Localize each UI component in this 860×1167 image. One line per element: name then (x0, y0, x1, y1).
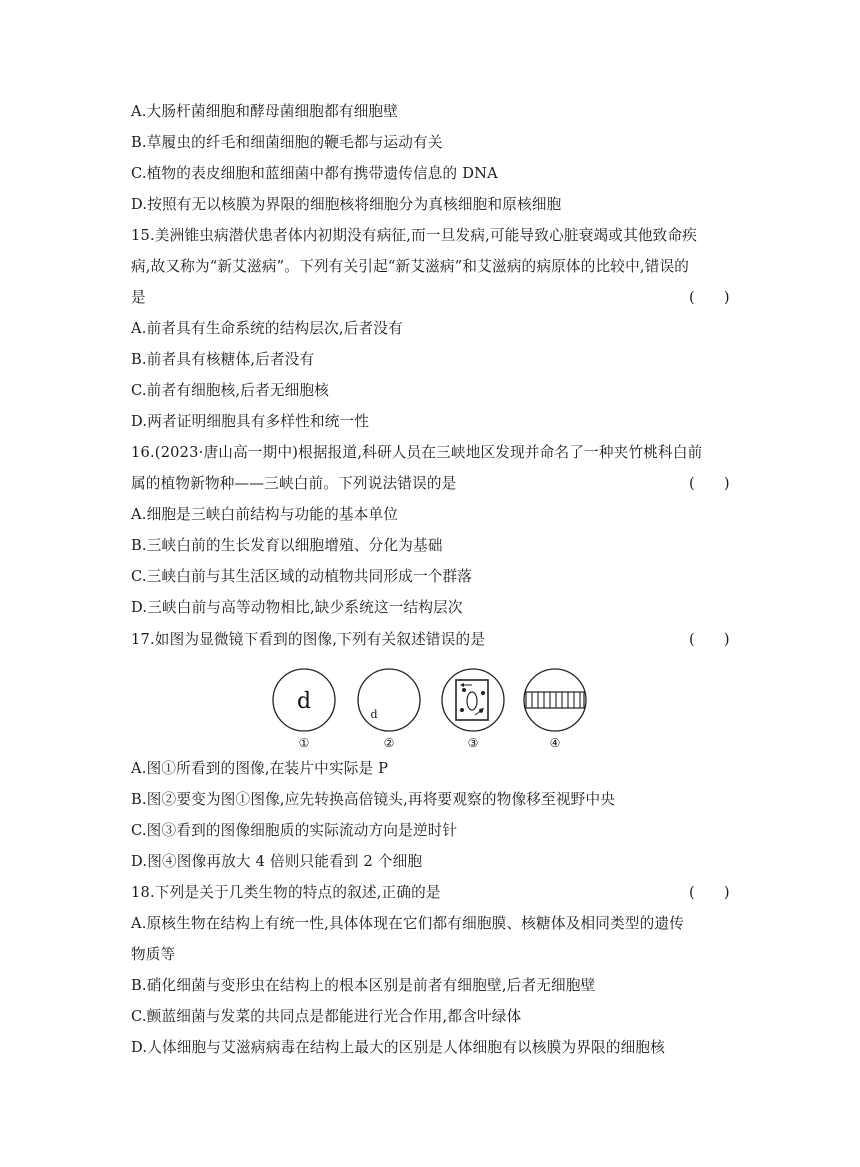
q15-option-c: C.前者有细胞核,后者无细胞核 (131, 382, 330, 399)
q15-option-d: D.两者证明细胞具有多样性和统一性 (131, 413, 370, 430)
cell-row (526, 692, 584, 708)
q17-option-c: C.图③看到的图像细胞质的实际流动方向是逆时针 (131, 822, 458, 839)
chloroplast-3 (460, 708, 464, 712)
q17-option-d: D.图④图像再放大 4 倍则只能看到 2 个细胞 (131, 853, 423, 870)
q18-option-b: B.硝化细菌与变形虫在结构上的根本区别是前者有细胞壁,后者无细胞壁 (131, 977, 596, 994)
q14-option-a: A.大肠杆菌细胞和酵母菌细胞都有细胞壁 (131, 103, 399, 120)
small-d-letter: d (370, 708, 378, 721)
chloroplast-1 (462, 688, 466, 692)
q16-option-b: B.三峡白前的生长发育以细胞增殖、分化为基础 (131, 537, 443, 554)
q14-option-c: C.植物的表皮细胞和蓝细菌中都有携带遗传信息的 DNA (131, 165, 498, 182)
caption-4: ④ (549, 736, 561, 750)
q18-stem: 18.下列是关于几类生物的特点的叙述,正确的是 (131, 884, 441, 901)
flow-arrowhead-top (460, 683, 464, 687)
q16-option-d: D.三峡白前与高等动物相比,缺少系统这一结构层次 (131, 599, 463, 616)
q16-stem-line-1: 16.(2023·唐山高一期中)根据报道,科研人员在三峡地区发现并命名了一种夹竹桃科白前 (131, 444, 703, 461)
microscope-figure (272, 668, 602, 752)
view-circle-2 (358, 669, 420, 731)
q18-answer-blank[interactable]: ( ) (689, 884, 730, 901)
q17-option-a: A.图①所看到的图像,在装片中实际是 P (131, 760, 389, 777)
q16-stem-line-2: 属的植物新物种——三峡白前。下列说法错误的是 (131, 475, 457, 492)
caption-3: ③ (467, 736, 479, 750)
q15-stem-line-1: 15.美洲锥虫病潜伏患者体内初期没有病征,而一旦发病,可能导致心脏衰竭或其他致命疾 (131, 227, 698, 244)
q15-option-a: A.前者具有生命系统的结构层次,后者没有 (131, 320, 403, 337)
q16-option-c: C.三峡白前与其生活区域的动植物共同形成一个群落 (131, 568, 473, 585)
vacuole (467, 692, 477, 710)
q16-answer-blank[interactable]: ( ) (689, 475, 730, 492)
q15-answer-blank[interactable]: ( ) (689, 289, 730, 306)
view-circle-4 (524, 669, 586, 731)
q15-stem-line-3: 是 (131, 289, 146, 306)
chloroplast-2 (481, 691, 485, 695)
q17-answer-blank[interactable]: ( ) (689, 631, 730, 648)
q14-option-b: B.草履虫的纤毛和细菌细胞的鞭毛都与运动有关 (131, 134, 443, 151)
view-circle-3 (442, 669, 504, 731)
q14-option-d: D.按照有无以核膜为界限的细胞核将细胞分为真核细胞和原核细胞 (131, 196, 562, 213)
q17-option-b: B.图②要变为图①图像,应先转换高倍镜头,再将要观察的物像移至视野中央 (131, 791, 616, 808)
q18-option-a-line-1: A.原核生物在结构上有统一性,具体体现在它们都有细胞膜、核糖体及相同类型的遗传 (131, 915, 684, 932)
q16-option-a: A.细胞是三峡白前结构与功能的基本单位 (131, 506, 399, 523)
q18-option-c: C.颤蓝细菌与发菜的共同点是都能进行光合作用,都含叶绿体 (131, 1008, 522, 1025)
big-d-letter: d (296, 689, 312, 714)
q15-stem-line-2: 病,故又称为“新艾滋病”。下列有关引起“新艾滋病”和艾滋病的病原体的比较中,错误的 (131, 258, 690, 275)
q18-option-d: D.人体细胞与艾滋病病毒在结构上最大的区别是人体细胞有以核膜为界限的细胞核 (131, 1039, 666, 1056)
q15-option-b: B.前者具有核糖体,后者没有 (131, 351, 315, 368)
plant-cell-wall (456, 680, 488, 720)
cell-dividers (532, 692, 580, 708)
q17-stem: 17.如图为显微镜下看到的图像,下列有关叙述错误的是 (131, 631, 486, 648)
q18-option-a-line-2: 物质等 (131, 946, 176, 963)
caption-1: ① (298, 736, 310, 750)
caption-2: ② (383, 736, 395, 750)
